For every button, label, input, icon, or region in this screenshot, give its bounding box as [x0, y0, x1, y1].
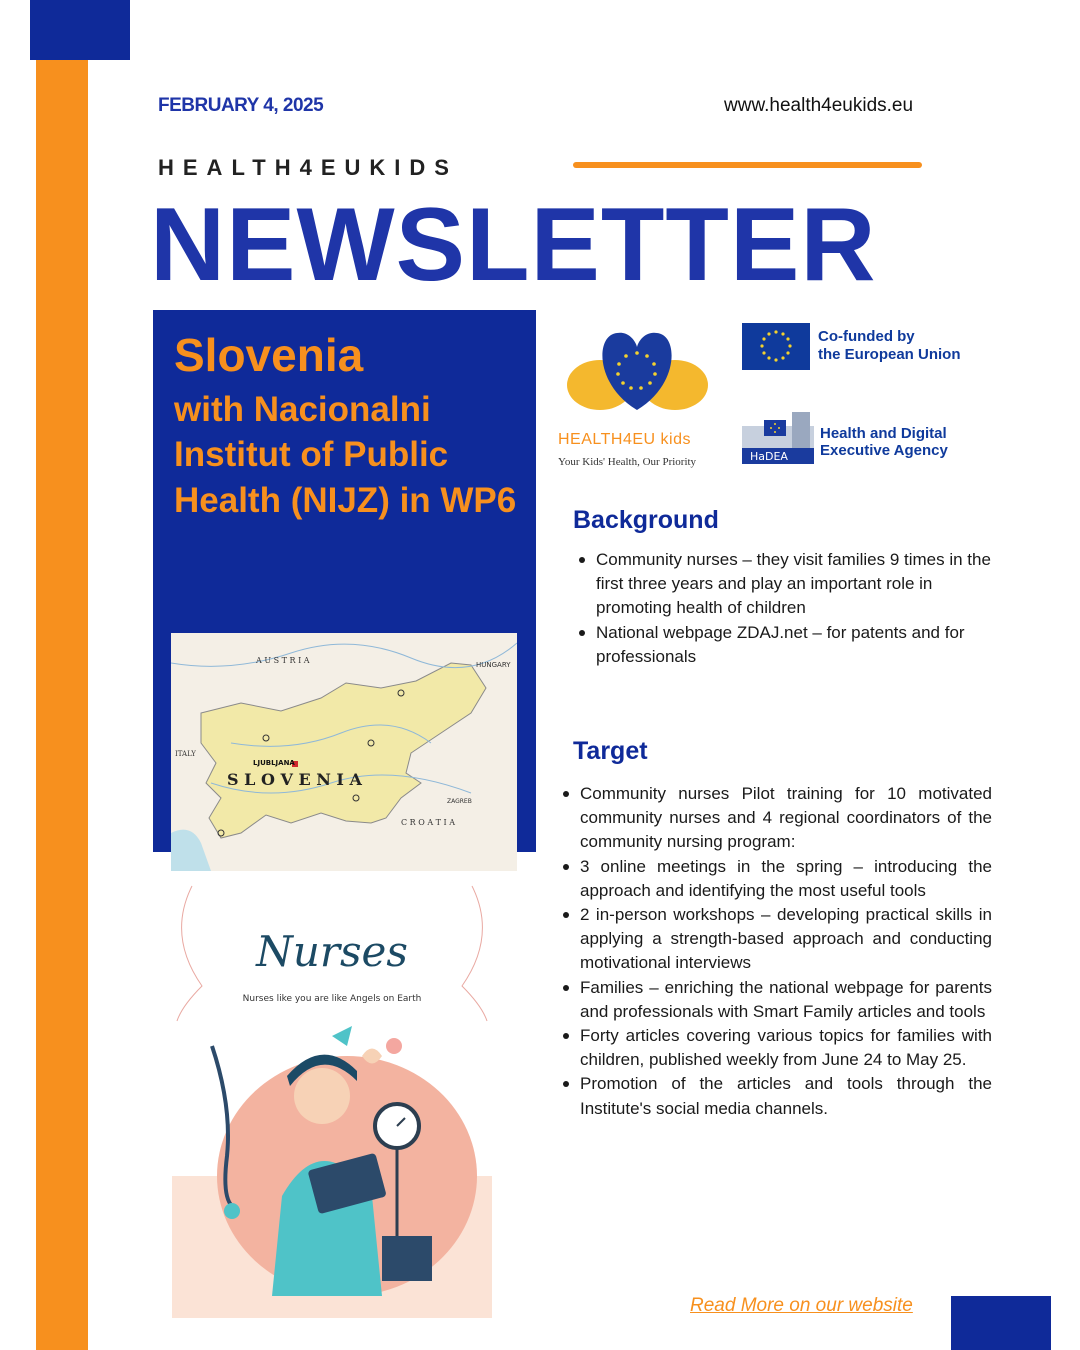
health4eu-kids-logo [555, 325, 720, 475]
map-label-zagreb: ZAGREB [447, 798, 472, 805]
target-heading: Target [573, 737, 648, 765]
target-list [580, 782, 992, 1121]
nurses-caption: Nurses like you are like Angels on Earth [242, 994, 422, 1004]
top-blue-square [30, 0, 130, 60]
orange-divider [573, 162, 922, 168]
hadea-line2: Executive Agency [820, 441, 948, 459]
eu-cofunded-logo [742, 323, 982, 373]
page-title: NEWSLETTER [150, 187, 877, 303]
list-item: 2 in-person workshops – developing practical skills in applying a strength-based approach and conducting motivational interviews [580, 903, 992, 976]
slovenia-map [171, 633, 517, 871]
list-item: Community nurses Pilot training for 10 motivated community nurses and 4 regional coordinators of the community nursing program: [580, 782, 992, 855]
list-item: Community nurses – they visit families 9 times in the first three years and play an important role in promoting health of children [596, 548, 991, 621]
bottom-blue-square [951, 1296, 1051, 1350]
read-more-link[interactable]: Read More on our website [690, 1295, 913, 1316]
background-list [596, 548, 991, 669]
background-heading: Background [573, 506, 719, 534]
list-item: Forty articles covering various topics for families with children, published weekly from June 24 to May 25. [580, 1024, 992, 1072]
list-item: Families – enriching the national webpage for parents and professionals with Smart Family articles and tools [580, 976, 992, 1024]
map-label-country: S L O V E N I A [227, 770, 362, 789]
map-illustration [171, 633, 517, 871]
health4eu-logo-text: HEALTH4EU kids [558, 431, 691, 448]
list-item: National webpage ZDAJ.net – for patents and for professionals [596, 621, 991, 669]
nurses-illustration-card [172, 876, 492, 1318]
list-item: Promotion of the articles and tools through the Institute's social media channels. [580, 1072, 992, 1120]
hadea-short-label: HaDEA [750, 450, 788, 463]
hadea-text [820, 426, 948, 459]
map-label-croatia: C R O A T I A [401, 818, 456, 827]
feature-title [174, 330, 524, 523]
eu-cofunded-text [818, 328, 961, 364]
brand-name: HEALTH4EUKIDS [158, 155, 458, 180]
map-label-austria: A U S T R I A [256, 656, 310, 665]
eu-flag-icon [742, 323, 810, 370]
feature-country: Slovenia [174, 329, 364, 381]
website-link[interactable]: www.health4eukids.eu [724, 95, 914, 116]
map-label-capital: LJUBLJANA [253, 759, 295, 767]
hadea-logo [742, 408, 982, 468]
health4eu-tagline: Your Kids' Health, Our Priority [558, 456, 697, 468]
hadea-line1: Health and Digital [820, 425, 947, 442]
nurses-title: Nurses [256, 927, 408, 976]
list-item: 3 online meetings in the spring – introducing the approach and identifying the most useful tools [580, 855, 992, 903]
hadea-building-icon [742, 408, 814, 464]
nurses-illustration [172, 876, 492, 1318]
eu-cofunded-line2: the European Union [818, 346, 961, 363]
feature-subtitle: with Nacionalni Institut of Public Health (NIJZ) in WP6 [174, 389, 517, 520]
heart-logo-icon [555, 325, 720, 425]
eu-cofunded-line1: Co-funded by [818, 328, 915, 345]
map-label-hungary: HUNGARY [476, 661, 511, 669]
issue-date: FEBRUARY 4, 2025 [158, 95, 324, 116]
map-label-italy: ITALY [175, 750, 196, 758]
left-orange-bar [36, 60, 88, 1350]
